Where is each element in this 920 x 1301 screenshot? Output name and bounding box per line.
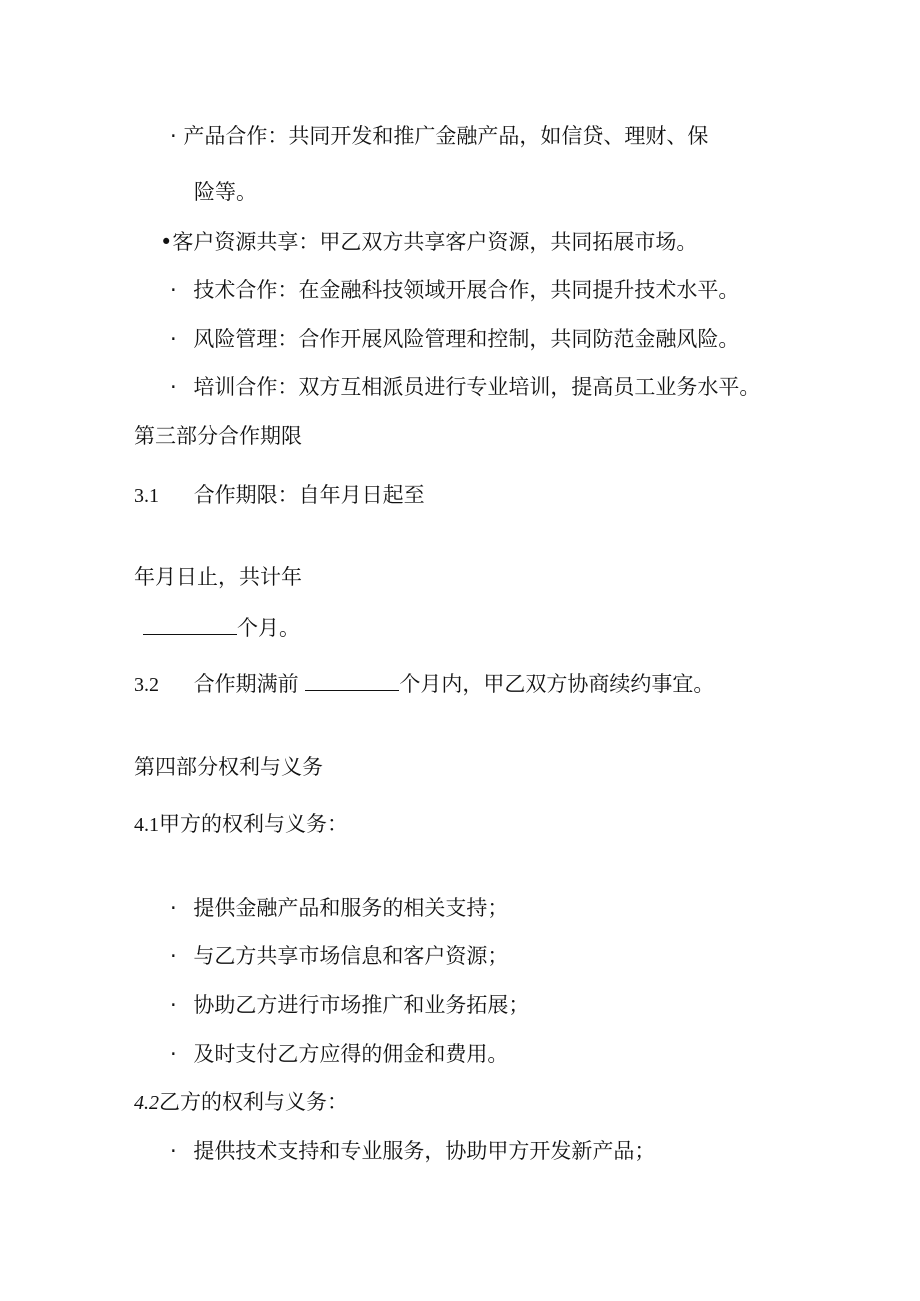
list-item-text: 与乙方共享市场信息和客户资源； xyxy=(193,944,509,968)
clause-number: 4.1 xyxy=(134,814,159,836)
list-item xyxy=(170,1040,508,1068)
subsection-title: 乙方的权利与义务： xyxy=(159,1090,348,1114)
clause-text: 年月日止，共计年 xyxy=(134,565,302,589)
clause-text: 合作期限：自年月日起至 xyxy=(193,483,425,507)
clause-number: 4.2 xyxy=(134,1092,159,1114)
bullet-dot: · xyxy=(170,124,177,148)
list-item xyxy=(170,1137,655,1165)
list-item-text: 客户资源共享：甲乙双方共享客户资源，共同拓展市场。 xyxy=(172,230,698,254)
list-item-training xyxy=(170,373,760,401)
bullet-dot: · xyxy=(170,1139,177,1163)
list-item xyxy=(170,942,508,970)
clause-number: 3.2 xyxy=(134,674,159,696)
list-item-product-cooperation xyxy=(170,122,708,150)
clause-text: 合作期满前 xyxy=(193,672,299,696)
section-heading-part3: 第三部分合作期限 xyxy=(134,424,302,448)
bullet-dot: · xyxy=(170,993,177,1017)
list-item-text: 协助乙方进行市场推广和业务拓展； xyxy=(193,993,530,1017)
list-item-text: 险等。 xyxy=(194,180,257,204)
bullet-dot: • xyxy=(160,230,173,254)
bullet-dot: · xyxy=(170,896,177,920)
clause-number: 3.1 xyxy=(134,485,159,507)
bullet-dot: · xyxy=(170,1042,177,1066)
clause-3-1 xyxy=(134,481,425,510)
clause-3-2 xyxy=(134,670,714,699)
section-heading-part4: 第四部分权利与义务 xyxy=(134,755,323,779)
bullet-dot: · xyxy=(170,278,177,302)
list-item-text: 培训合作：双方互相派员进行专业培训，提高员工业务水平。 xyxy=(193,375,761,399)
list-item-text: 技术合作：在金融科技领域开展合作，共同提升技术水平。 xyxy=(193,278,740,302)
bullet-dot: · xyxy=(170,944,177,968)
subsection-title: 甲方的权利与义务： xyxy=(159,812,348,836)
list-item-text: 产品合作：共同开发和推广金融产品，如信贷、理财、保 xyxy=(183,124,709,148)
list-item xyxy=(170,894,508,922)
list-item-text: 风险管理：合作开展风险管理和控制，共同防范金融风险。 xyxy=(193,327,740,351)
list-item-customer-sharing xyxy=(160,228,697,256)
list-item-continuation xyxy=(194,178,257,206)
subsection-4-1 xyxy=(134,810,348,839)
clause-text: 个月内，甲乙双方协商续约事宜。 xyxy=(399,672,715,696)
bullet-dot: · xyxy=(170,375,177,399)
fill-in-blank[interactable] xyxy=(143,614,237,635)
clause-3-1-months xyxy=(143,614,300,642)
fill-in-blank[interactable] xyxy=(305,670,399,691)
clause-3-1-continuation xyxy=(134,563,302,591)
list-item-text: 及时支付乙方应得的佣金和费用。 xyxy=(193,1042,509,1066)
list-item-risk-management xyxy=(170,325,739,353)
subsection-4-2 xyxy=(134,1088,348,1117)
list-item-text: 提供技术支持和专业服务，协助甲方开发新产品； xyxy=(193,1139,656,1163)
list-item-text: 提供金融产品和服务的相关支持； xyxy=(193,896,509,920)
list-item-tech-cooperation xyxy=(170,276,739,304)
clause-text: 个月。 xyxy=(237,616,300,640)
bullet-dot: · xyxy=(170,327,177,351)
list-item xyxy=(170,991,529,1019)
